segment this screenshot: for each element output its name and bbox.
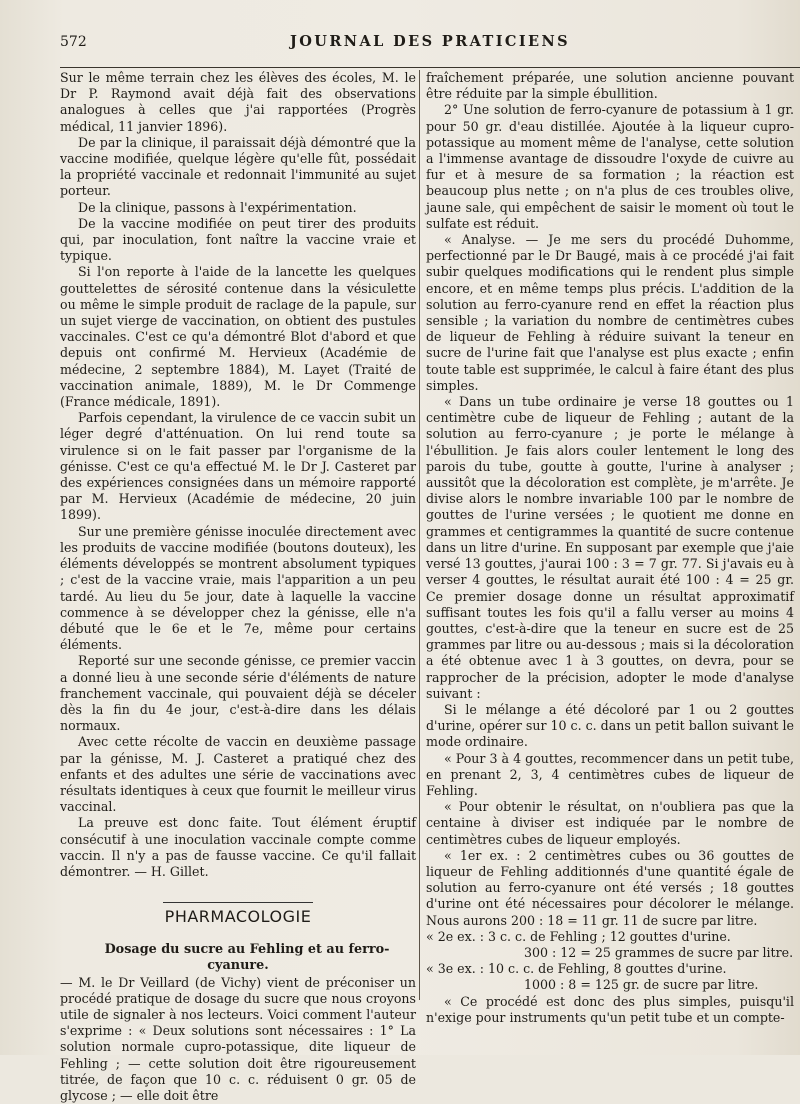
example-2-calc: 300 : 12 = 25 grammes de sucre par litre. bbox=[524, 944, 794, 960]
paragraph: « Pour obtenir le résultat, on n'oubliera pas que la centaine à diviser est indiquée par le nombre de centimètres cubes de liqueur employés. bbox=[426, 799, 794, 847]
paragraph: La preuve est donc faite. Tout élément éruptif consécutif à une inoculation vaccinale compte comme vaccin. Il n'y a pas de fausse vaccine. Ce qu'il fallait démontrer. — H. Gillet. bbox=[60, 815, 416, 879]
paragraph: De la clinique, passons à l'expérimentation. bbox=[78, 199, 357, 215]
right-column bbox=[426, 70, 794, 1055]
section-heading-text: PHARMACOLOGIE bbox=[163, 902, 313, 926]
example-3-calc: 1000 : 8 = 125 gr. de sucre par litre. bbox=[524, 977, 759, 993]
paragraph: Avec cette récolte de vaccin en deuxième passage par la génisse, M. J. Casteret a pratiqué chez des enfants et des adultes une série de vaccinations avec résultats identiques à ceux que fournit le meilleur virus vaccinal. bbox=[60, 734, 416, 815]
journal-title: JOURNAL DES PRATICIENS bbox=[290, 33, 570, 50]
paragraph: fraîchement préparée, une solution ancienne pouvant être réduite par la simple ébullition. bbox=[426, 70, 794, 102]
header-rule bbox=[60, 67, 800, 68]
paragraph: « Ce procédé est donc des plus simples, puisqu'il n'exige pour instruments qu'un petit tube et un compte- bbox=[426, 993, 794, 1025]
article-title: Dosage du sucre au Fehling et au ferro-cyanure. bbox=[104, 942, 390, 974]
paragraph: 2° Une solution de ferro-cyanure de potassium à 1 gr. pour 50 gr. d'eau distillée. Ajoutée à la liqueur cupro-potassique au moment même de l'analyse, cette solution a l'immense avantage de dissoudre l'oxyde de cuivre au fur et à mesure de sa formation ; la réaction est beaucoup plus nette ; on n'a plus de ces troubles olive, jaune sale, qui empêchent de saisir le moment où tout le sulfate est réduit. bbox=[426, 102, 794, 231]
left-column bbox=[60, 70, 420, 1103]
paragraph: « Pour 3 à 4 gouttes, recommencer dans un petit tube, en prenant 2, 3, 4 centimètres cubes de liqueur de Fehling. bbox=[426, 750, 794, 798]
paragraph: « Dans un tube ordinaire je verse 18 gouttes ou 1 centimètre cube de liqueur de Fehling ; autant de la solution au ferro-cyanure ; je porte le mélange à l'ébullition. Je fais alors couler lentement le long des parois du tube, goutte à goutte, l'urine à analyser ; aussitôt que la décoloration est complète, je m'arrête. Je divise alors le nombre invariable 100 par le nombre de gouttes de l'urine versées ; le quotient me donne en grammes et centigrammes la quantité de sucre contenue dans un litre d'urine. En supposant par exemple que j'aie versé 13 gouttes, j'aurai 100 : 3 = 7 gr. 77. Si j'avais eu à verser 4 gouttes, le résultat aurait été 100 : 4 = 25 gr. Ce premier dosage donne un résultat approximatif suffisant toutes les fois qu'il a fallu verser au moins 4 gouttes, c'est-à-dire que la teneur en sucre est de 25 grammes par litre ou au-dessous ; mais si la décoloration a été obtenue avec 1 à 3 gouttes, on devra, pour se rapprocher de la précision, adopter le mode d'analyse suivant : bbox=[426, 394, 794, 701]
paragraph: Parfois cependant, la virulence de ce vaccin subit un léger degré d'atténuation. On lui rend toute sa virulence si on le fait passer par l'organisme de la génisse. C'est ce qu'a effectué M. le Dr J. Casteret par des expériences consignées dans un mémoire rapporté par M. Hervieux (Académie de médecine, 20 juin 1899). bbox=[60, 410, 416, 523]
paragraph: Sur le même terrain chez les élèves des écoles, M. le Dr P. Raymond avait déjà fait des observations analogues à celles que j'ai rapportées (Progrès médical, 11 janvier 1896). bbox=[60, 70, 416, 134]
paragraph: Reporté sur une seconde génisse, ce premier vaccin a donné lieu à une seconde série d'éléments de nature franchement vaccinale, qui pouvaient déjà se déceler dès la fin du 4e jour, c'est-à-dire dans les délais normaux. bbox=[60, 653, 416, 734]
page-number: 572 bbox=[60, 34, 87, 50]
section-heading bbox=[60, 902, 416, 926]
paragraph: Sur une première génisse inoculée directement avec les produits de vaccine modifiée (boutons douteux), les éléments développés se montrent absolument typiques ; c'est de la vaccine vraie, mais l'apparition a un peu tardé. Au lieu du 5e jour, date à laquelle la vaccine commence à se développer chez la génisse, elle n'a débuté que le 6e et le 7e, même pour certains éléments. bbox=[60, 523, 416, 653]
paragraph: De la vaccine modifiée on peut tirer des produits qui, par inoculation, font naître la vaccine vraie et typique. bbox=[60, 215, 416, 264]
paragraph: — M. le Dr Veillard (de Vichy) vient de préconiser un procédé pratique de dosage du sucre que nous croyons utile de signaler à nos lecteurs. Voici comment l'auteur s'exprime : « Deux solutions sont nécessaires : 1° La solution normale cupro-potassique, dite liqueur de Fehling ; — cette solution doit être rigoureusement titrée, de façon que 10 c. c. réduisent 0 gr. 05 de glycose ; — elle doit être bbox=[60, 974, 416, 1103]
example-2: « 2e ex. : 3 c. c. de Fehling ; 12 gouttes d'urine. bbox=[426, 928, 731, 944]
page-header bbox=[60, 32, 800, 54]
example-3: « 3e ex. : 10 c. c. de Fehling, 8 gouttes d'urine. bbox=[426, 961, 727, 977]
paragraph: De par la clinique, il paraissait déjà démontré que la vaccine modifiée, quelque légère qu'elle fût, possédait la propriété vaccinale et redonnait l'immunité au sujet porteur. bbox=[60, 134, 416, 199]
paragraph: « Analyse. — Je me sers du procédé Duhomme, perfectionné par le Dr Baugé, mais à ce procédé j'ai fait subir quelques modifications qui le rendent plus simple encore, et en même temps plus précis. L'addition de la solution au ferro-cyanure rend en effet la réaction plus sensible ; la variation du nombre de centimètres cubes de liqueur de Fehling à réduire suivant la teneur en sucre de l'urine fait que l'analyse est plus exacte ; enfin toute table est supprimée, le calcul à faire étant des plus simples. bbox=[426, 232, 794, 393]
paragraph: « 1er ex. : 2 centimètres cubes ou 36 gouttes de liqueur de Fehling additionnés d'une quantité égale de solution au ferro-cyanure ont été versés ; 18 gouttes d'urine ont été nécessaires pour décolorer le mélange. Nous aurons 200 : 18 = 11 gr. 11 de sucre par litre. bbox=[426, 847, 794, 928]
paragraph: Si l'on reporte à l'aide de la lancette les quelques gouttelettes de sérosité contenue dans la vésiculette ou même le simple produit de raclage de la papule, sur un sujet vierge de vaccination, on obtient des pustules vaccinales. C'est ce qu'a démontré Blot d'abord et que depuis ont confirmé M. Hervieux (Académie de médecine, 2 septembre 1884), M. Layet (Traité de vaccination animale, 1889), M. le Dr Commenge (France médicale, 1891). bbox=[60, 264, 416, 410]
paragraph: Si le mélange a été décoloré par 1 ou 2 gouttes d'urine, opérer sur 10 c. c. dans un petit ballon suivant le mode ordinaire. bbox=[426, 701, 794, 750]
